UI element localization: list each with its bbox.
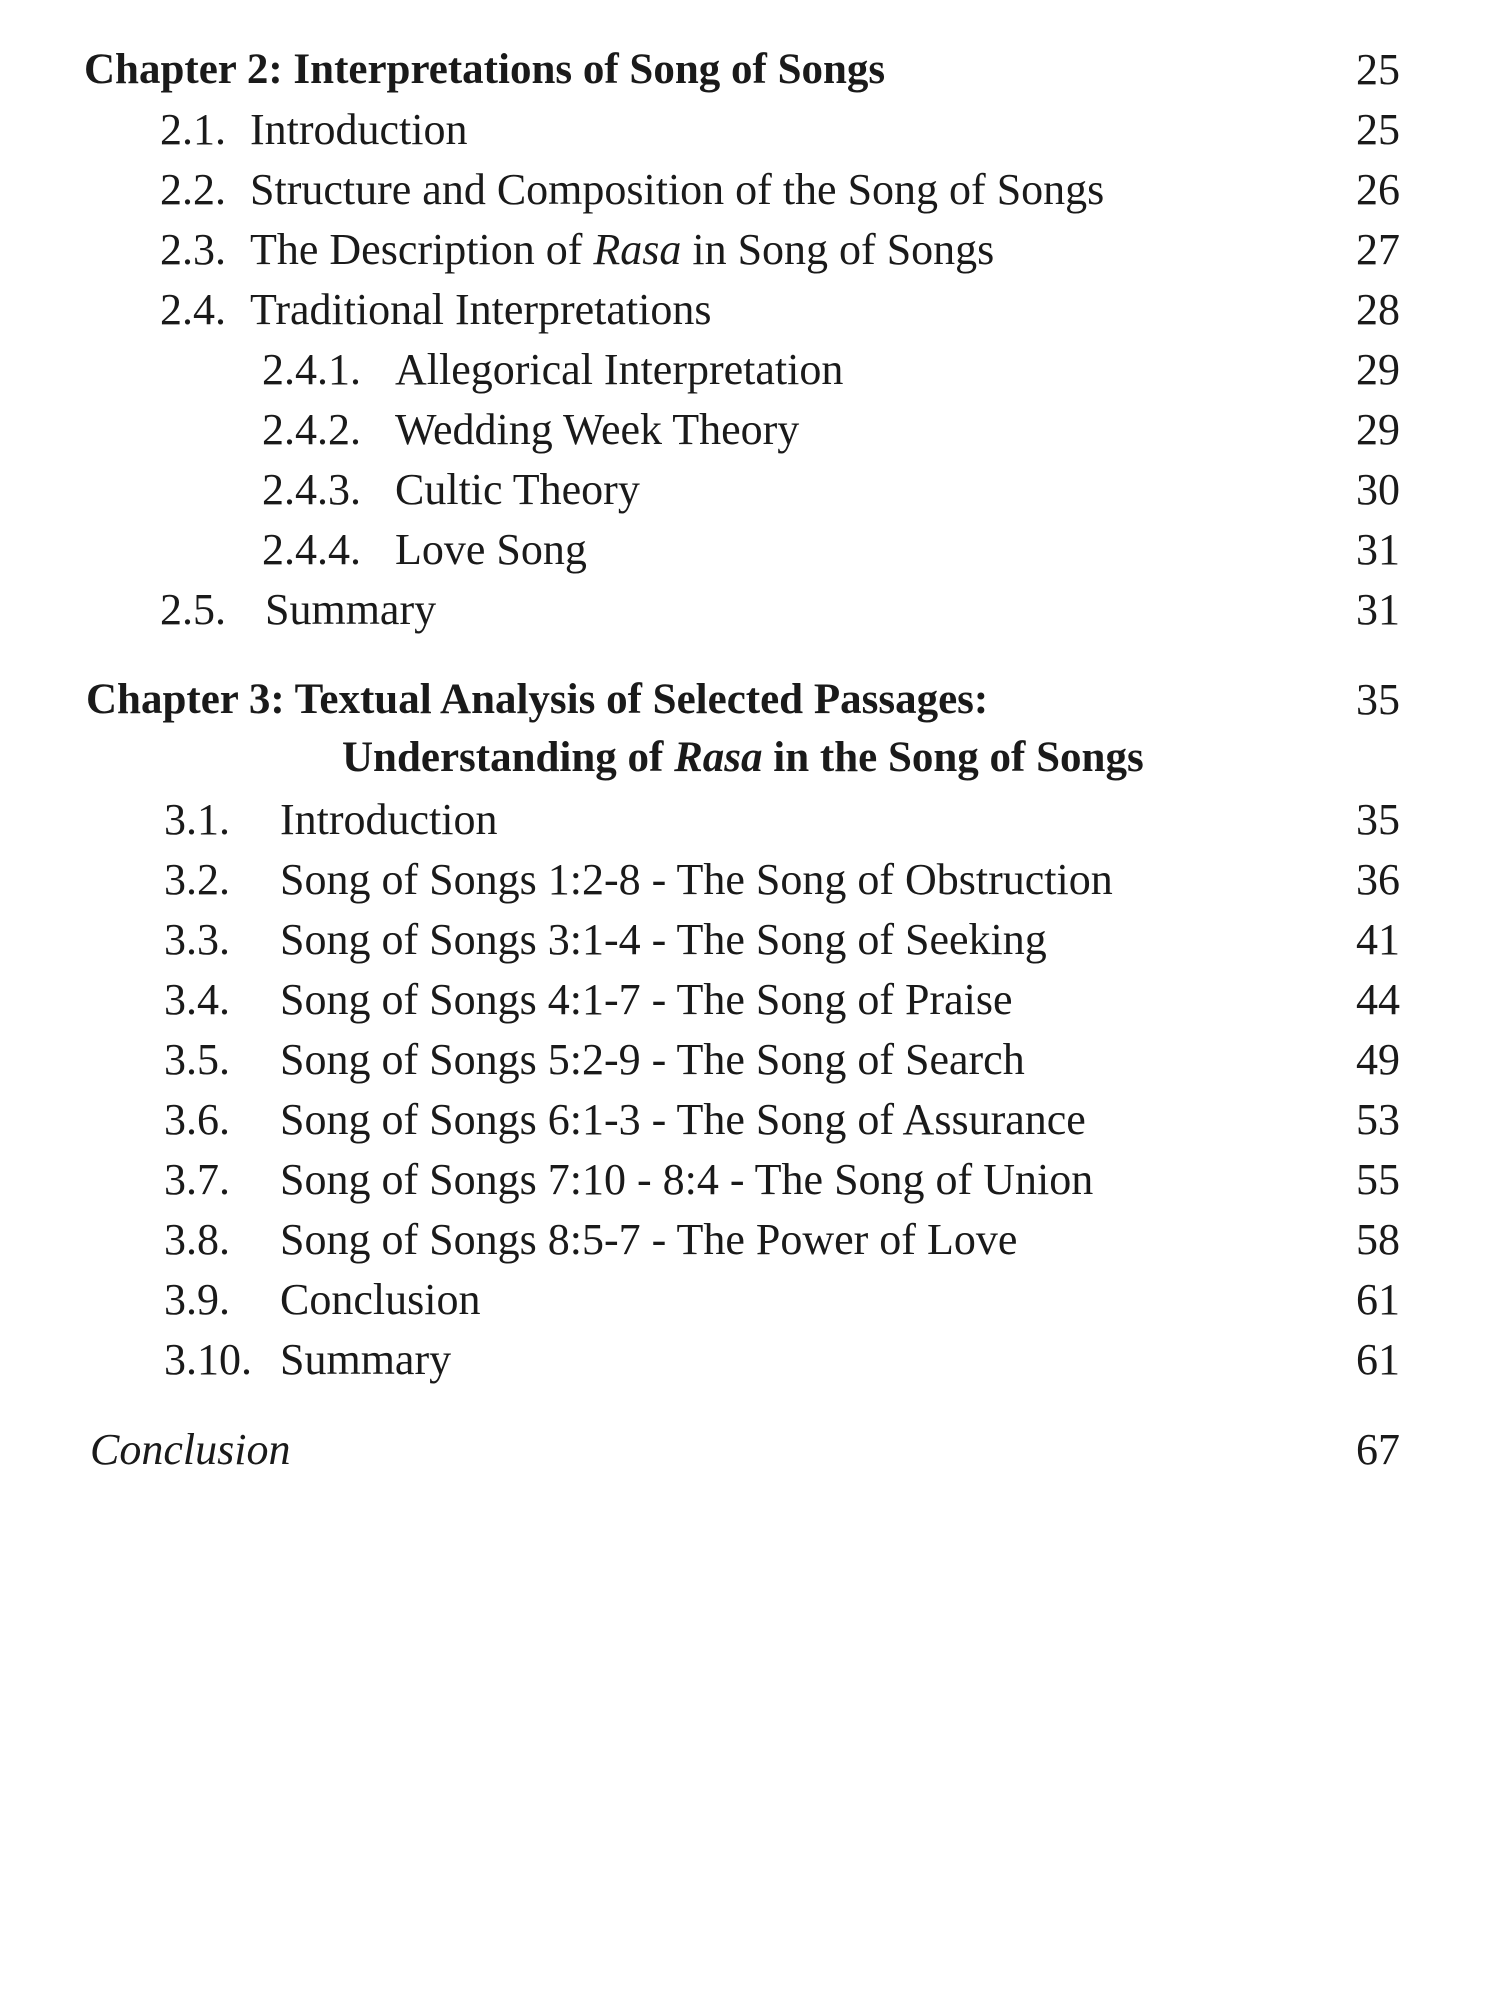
entry-title-pre: The Description of xyxy=(250,225,594,274)
conclusion-title: Conclusion xyxy=(90,1425,291,1474)
chapter-3-title-rasa: Rasa xyxy=(674,734,763,781)
entry-title: Song of Songs 5:2-9 - The Song of Search xyxy=(280,1035,1025,1084)
toc-entry-conclusion xyxy=(0,1420,1500,1480)
entry-number: 3.5. xyxy=(164,1035,230,1084)
entry-number: 2.4.3. xyxy=(262,465,361,514)
entry-number: 3.6. xyxy=(164,1095,230,1144)
toc-entry-2-4 xyxy=(0,280,1500,340)
entry-page: 61 xyxy=(1356,1335,1400,1384)
entry-number: 3.8. xyxy=(164,1215,230,1264)
entry-number: 3.9. xyxy=(164,1275,230,1324)
entry-title: Conclusion xyxy=(280,1275,481,1324)
toc-entry-2-4-3 xyxy=(0,460,1500,520)
entry-title-rasa: Rasa xyxy=(593,225,682,274)
chapter-3-title-line2 xyxy=(342,728,1144,788)
chapter-2-page: 25 xyxy=(1356,45,1400,94)
entry-page: 29 xyxy=(1356,345,1400,394)
toc-entry-2-3 xyxy=(0,220,1500,280)
entry-title-post: in Song of Songs xyxy=(681,225,995,274)
entry-number: 3.4. xyxy=(164,975,230,1024)
toc-entry-3-5 xyxy=(0,1030,1500,1090)
entry-number: 2.1. xyxy=(160,105,226,154)
entry-title: Wedding Week Theory xyxy=(395,405,800,454)
toc-entry-2-2 xyxy=(0,160,1500,220)
chapter-3-title-line1: Chapter 3: Textual Analysis of Selected Passages: xyxy=(86,676,989,723)
toc-entry-2-4-4 xyxy=(0,520,1500,580)
chapter-3-heading xyxy=(0,670,1500,730)
entry-title: Traditional Interpretations xyxy=(250,285,712,334)
toc-entry-3-8 xyxy=(0,1210,1500,1270)
entry-page: 26 xyxy=(1356,165,1400,214)
entry-number: 2.4. xyxy=(160,285,226,334)
toc-entry-2-1 xyxy=(0,100,1500,160)
toc-entry-2-5 xyxy=(0,580,1500,640)
entry-title: Song of Songs 7:10 - 8:4 - The Song of Union xyxy=(280,1155,1094,1204)
toc-entry-3-2 xyxy=(0,850,1500,910)
entry-number: 3.3. xyxy=(164,915,230,964)
entry-number: 2.3. xyxy=(160,225,226,274)
entry-number: 3.1. xyxy=(164,795,230,844)
toc-entry-2-4-1 xyxy=(0,340,1500,400)
chapter-3-title-pre: Understanding of xyxy=(342,734,675,781)
entry-title: Love Song xyxy=(395,525,587,574)
entry-page: 49 xyxy=(1356,1035,1400,1084)
entry-title: Summary xyxy=(280,1335,452,1384)
entry-title: Introduction xyxy=(280,795,498,844)
entry-page: 61 xyxy=(1356,1275,1400,1324)
entry-page: 25 xyxy=(1356,105,1400,154)
entry-number: 2.4.2. xyxy=(262,405,361,454)
toc-entry-3-4 xyxy=(0,970,1500,1030)
entry-title: Structure and Composition of the Song of Songs xyxy=(250,165,1105,214)
toc-entry-3-6 xyxy=(0,1090,1500,1150)
entry-title: Song of Songs 1:2-8 - The Song of Obstruction xyxy=(280,855,1113,904)
chapter-2-title: Chapter 2: Interpretations of Song of Songs xyxy=(84,46,886,93)
chapter-3-page: 35 xyxy=(1356,675,1400,724)
entry-title: Introduction xyxy=(250,105,468,154)
entry-page: 30 xyxy=(1356,465,1400,514)
toc-entry-3-1 xyxy=(0,790,1500,850)
entry-page: 31 xyxy=(1356,585,1400,634)
entry-number: 3.10. xyxy=(164,1335,252,1384)
entry-title: Song of Songs 6:1-3 - The Song of Assurance xyxy=(280,1095,1086,1144)
entry-number: 2.4.4. xyxy=(262,525,361,574)
chapter-3-heading-line2 xyxy=(0,728,1500,788)
chapter-2-heading xyxy=(0,40,1500,100)
entry-page: 44 xyxy=(1356,975,1400,1024)
conclusion-page: 67 xyxy=(1356,1425,1400,1474)
entry-number: 2.2. xyxy=(160,165,226,214)
entry-title: Allegorical Interpretation xyxy=(395,345,844,394)
entry-page: 58 xyxy=(1356,1215,1400,1264)
entry-number: 2.4.1. xyxy=(262,345,361,394)
toc-entry-3-10 xyxy=(0,1330,1500,1390)
entry-title: Song of Songs 8:5-7 - The Power of Love xyxy=(280,1215,1018,1264)
toc-entry-3-9 xyxy=(0,1270,1500,1330)
chapter-3-title-post: in the Song of Songs xyxy=(762,734,1144,781)
entry-number: 3.2. xyxy=(164,855,230,904)
toc-entry-3-7 xyxy=(0,1150,1500,1210)
entry-title xyxy=(250,220,994,280)
entry-number: 3.7. xyxy=(164,1155,230,1204)
entry-page: 55 xyxy=(1356,1155,1400,1204)
entry-title: Song of Songs 3:1-4 - The Song of Seeking xyxy=(280,915,1047,964)
entry-page: 36 xyxy=(1356,855,1400,904)
entry-page: 31 xyxy=(1356,525,1400,574)
entry-page: 29 xyxy=(1356,405,1400,454)
entry-title: Summary xyxy=(265,585,437,634)
entry-page: 53 xyxy=(1356,1095,1400,1144)
entry-number: 2.5. xyxy=(160,585,226,634)
entry-page: 28 xyxy=(1356,285,1400,334)
entry-title: Cultic Theory xyxy=(395,465,640,514)
toc-entry-3-3 xyxy=(0,910,1500,970)
entry-title: Song of Songs 4:1-7 - The Song of Praise xyxy=(280,975,1013,1024)
entry-page: 35 xyxy=(1356,795,1400,844)
entry-page: 41 xyxy=(1356,915,1400,964)
toc-entry-2-4-2 xyxy=(0,400,1500,460)
entry-page: 27 xyxy=(1356,225,1400,274)
